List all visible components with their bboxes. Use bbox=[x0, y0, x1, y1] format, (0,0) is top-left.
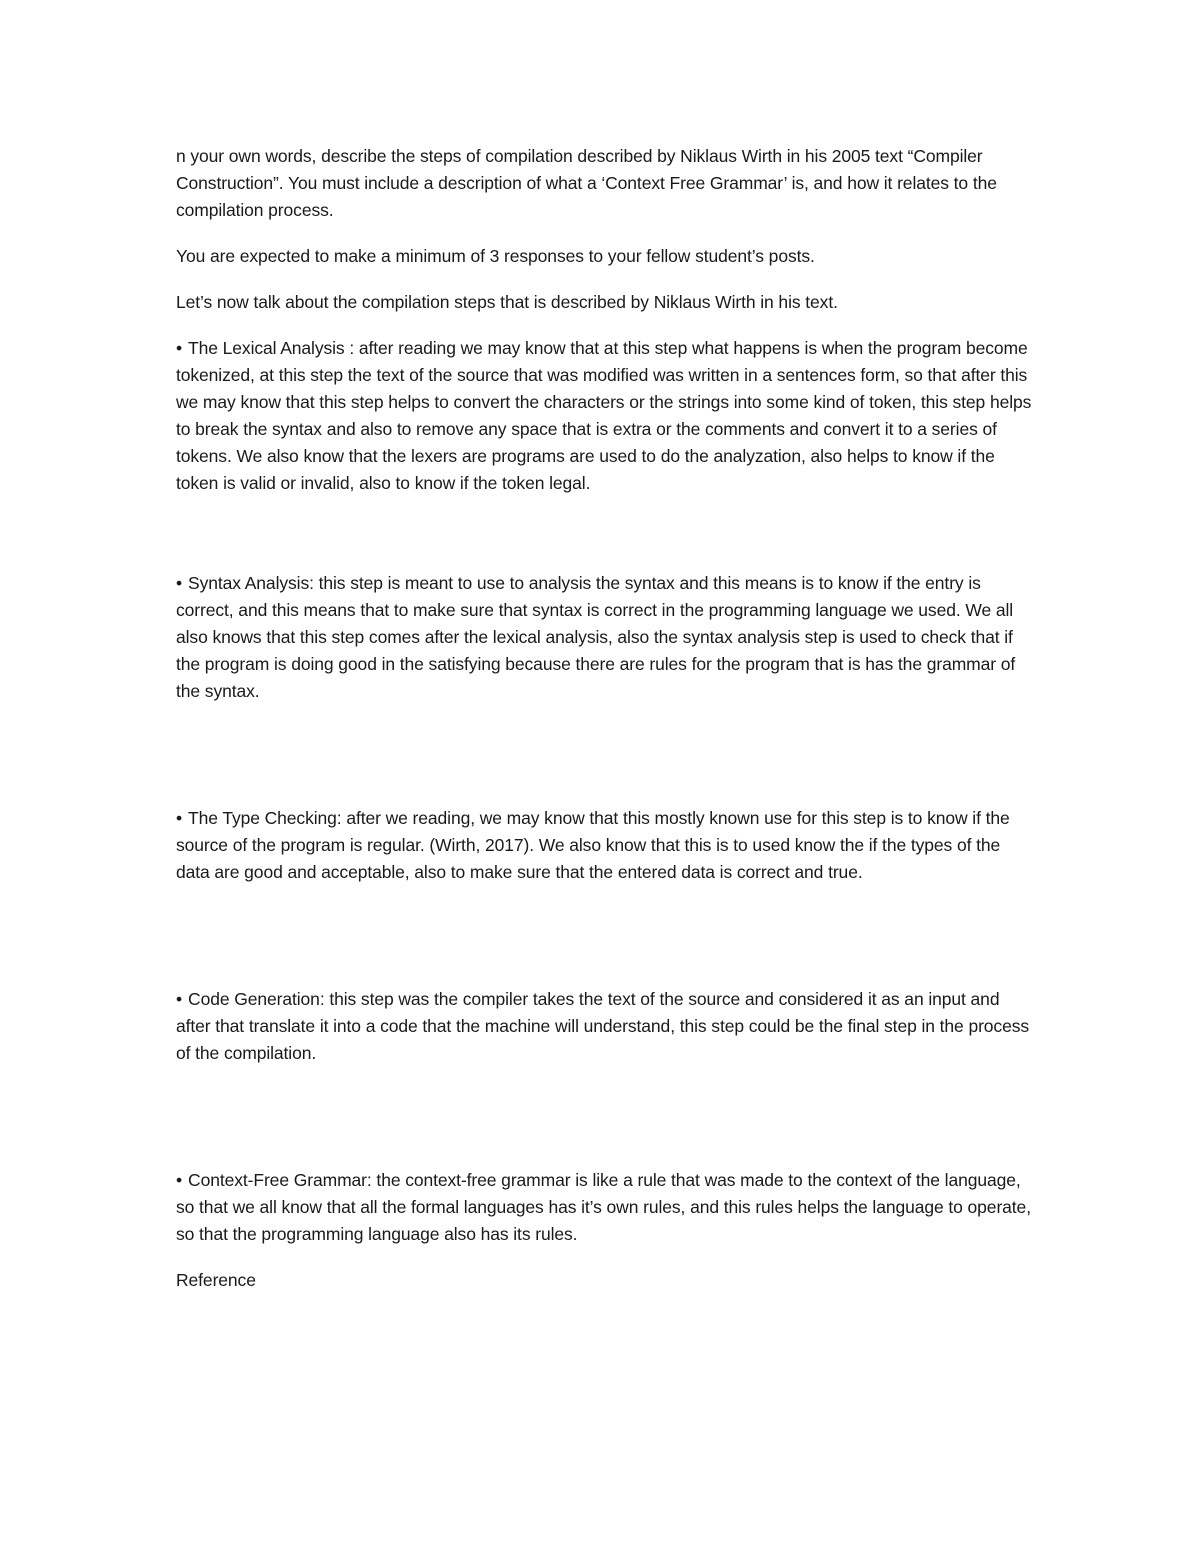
bullet-text: Context-Free Grammar: the context-free grammar is like a rule that was made to the context of the language, so that we all know that all the formal languages has it’s own rules, and this rules helps the language to operate, so that the programming language also has its rules. bbox=[176, 1170, 1031, 1244]
bullet-text: Code Generation: this step was the compiler takes the text of the source and considered it as an input and after that translate it into a code that the machine will understand, this step could be the final step in the process of the compilation. bbox=[176, 989, 1030, 1063]
reference-heading: Reference bbox=[176, 1270, 256, 1290]
bullet-text: Syntax Analysis: this step is meant to use to analysis the syntax and this means is to know if the entry is correct, and this means that to make sure that syntax is correct in the programming language we used. We all also knows that this step comes after the lexical analysis, also the syntax analysis step is used to check that if the program is doing good in the satisfying because there are rules for the program that is has the grammar of the syntax. bbox=[176, 573, 1016, 701]
document-page bbox=[176, 143, 1036, 1294]
requirement-paragraph: You are expected to make a minimum of 3 responses to your fellow student’s posts. bbox=[176, 246, 815, 266]
lead-paragraph: Let’s now talk about the compilation steps that is described by Niklaus Wirth in his text. bbox=[176, 292, 838, 312]
bullet-context-free-grammar bbox=[176, 1167, 1036, 1248]
bullet-text: The Lexical Analysis : after reading we may know that at this step what happens is when the program become tokenized, at this step the text of the source that was modified was written in a sentences form, so that after this we may know that this step helps to convert the characters or the strings into some kind of token, this step helps to break the syntax and also to remove any space that is extra or the comments and convert it to a series of tokens. We also know that the lexers are programs are used to do the analyzation, also helps to know if the token is valid or invalid, also to know if the token legal. bbox=[176, 338, 1032, 493]
bullet-lexical-analysis bbox=[176, 335, 1036, 497]
bullet-syntax-analysis bbox=[176, 570, 1036, 705]
bullet-text: The Type Checking: after we reading, we may know that this mostly known use for this step is to know if the source of the program is regular. (Wirth, 2017). We also know that this is to used know the if the types of the data are good and acceptable, also to make sure that the entered data is correct and true. bbox=[176, 808, 1010, 882]
intro-paragraph: n your own words, describe the steps of compilation described by Niklaus Wirth in his 2005 text “Compiler Construction”. You must include a description of what a ‘Context Free Grammar’ is, and how it relates to the compilation process. bbox=[176, 146, 997, 220]
bullet-type-checking bbox=[176, 805, 1036, 886]
bullet-code-generation bbox=[176, 986, 1036, 1067]
